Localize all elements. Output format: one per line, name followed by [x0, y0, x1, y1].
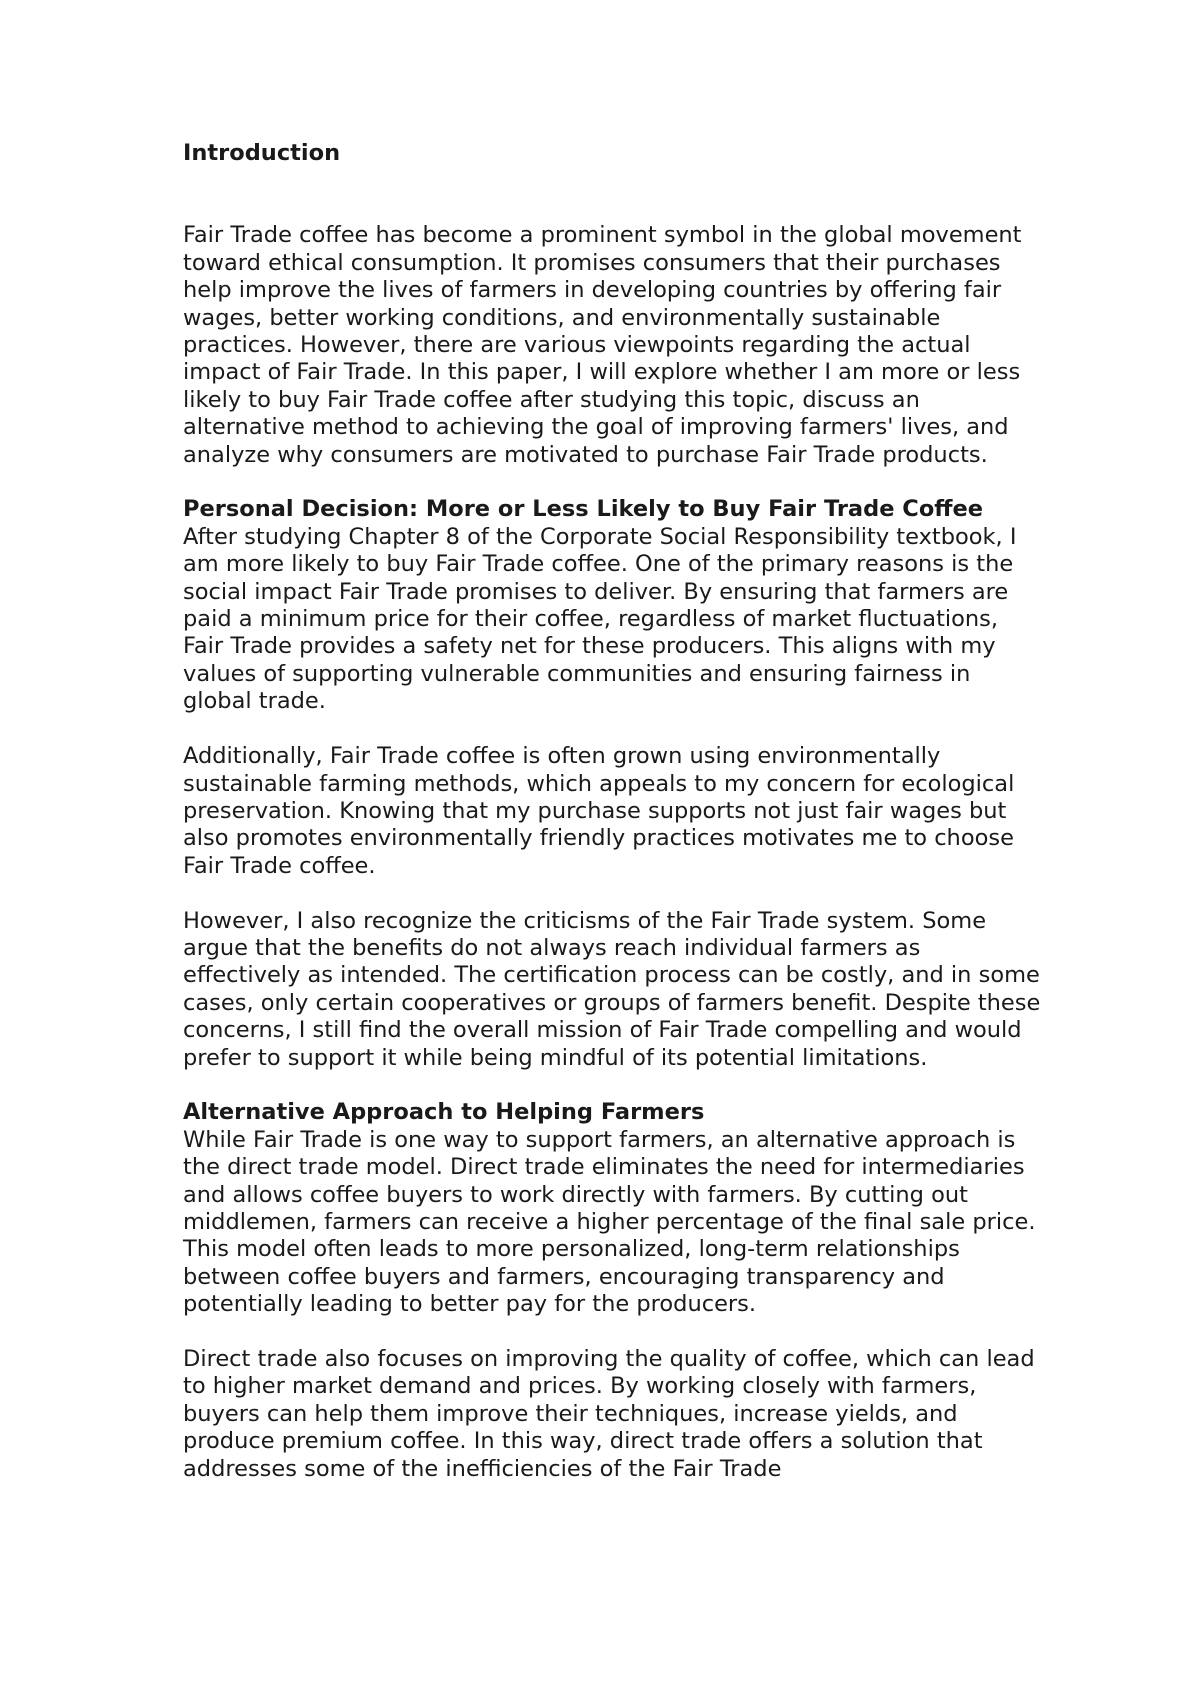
- document-body: [183, 140, 1043, 1510]
- section-paragraph: Direct trade also focuses on improving the quality of coffee, which can lead to higher market demand and prices. By working closely with farmers, buyers can help them improve their techniques, increase yields, and produce premium coffee. In this way, direct trade offers a solution that addresses some of the inefficiencies of the Fair Trade: [183, 1345, 1035, 1482]
- section-alternative-approach: [183, 1099, 1043, 1483]
- section-heading: Alternative Approach to Helping Farmers: [183, 1099, 705, 1126]
- section-heading: Personal Decision: More or Less Likely to Buy Fair Trade Coffee: [183, 496, 984, 523]
- section-personal-decision: [183, 496, 1043, 1072]
- section-paragraph: After studying Chapter 8 of the Corporate Social Responsibility textbook, I am more likely to buy Fair Trade coffee. One of the primary reasons is the social impact Fair Trade promises to deliver. By ensuring that farmers are paid a minimum price for their coffee, regardless of market fluctuations, Fair Trade provides a safety net for these producers. This aligns with my values of supporting vulnerable communities and ensuring fairness in global trade.: [183, 523, 1017, 715]
- intro-paragraph: Fair Trade coffee has become a prominent symbol in the global movement toward ethical consumption. It promises consumers that their purchases help improve the lives of farmers in developing countries by offering fair wages, better working conditions, and environmentally sustainable practices. However, there are various viewpoints regarding the actual impact of Fair Trade. In this paper, I will explore whether I am more or less likely to buy Fair Trade coffee after studying this topic, discuss an alternative method to achieving the goal of improving farmers' lives, and analyze why consumers are motivated to purchase Fair Trade products.: [183, 222, 1022, 468]
- section-paragraph: However, I also recognize the criticisms of the Fair Trade system. Some argue that the benefits do not always reach individual farmers as effectively as intended. The certification process can be costly, and in some cases, only certain cooperatives or groups of farmers benefit. Despite these concerns, I still find the overall mission of Fair Trade compelling and would prefer to support it while being mindful of its potential limitations.: [183, 907, 1041, 1071]
- section-paragraph: While Fair Trade is one way to support farmers, an alternative approach is the direct trade model. Direct trade eliminates the need for intermediaries and allows coffee buyers to work directly with farmers. By cutting out middlemen, farmers can receive a higher percentage of the final sale price. This model often leads to more personalized, long-term relationships between coffee buyers and farmers, encouraging transparency and potentially leading to better pay for the producers.: [183, 1126, 1036, 1318]
- section-paragraph: Additionally, Fair Trade coffee is often grown using environmentally sustainable farming methods, which appeals to my concern for ecological preservation. Knowing that my purchase supports not just fair wages but also promotes environmentally friendly practices motivates me to choose Fair Trade coffee.: [183, 743, 1015, 879]
- document-title: Introduction: [183, 140, 341, 166]
